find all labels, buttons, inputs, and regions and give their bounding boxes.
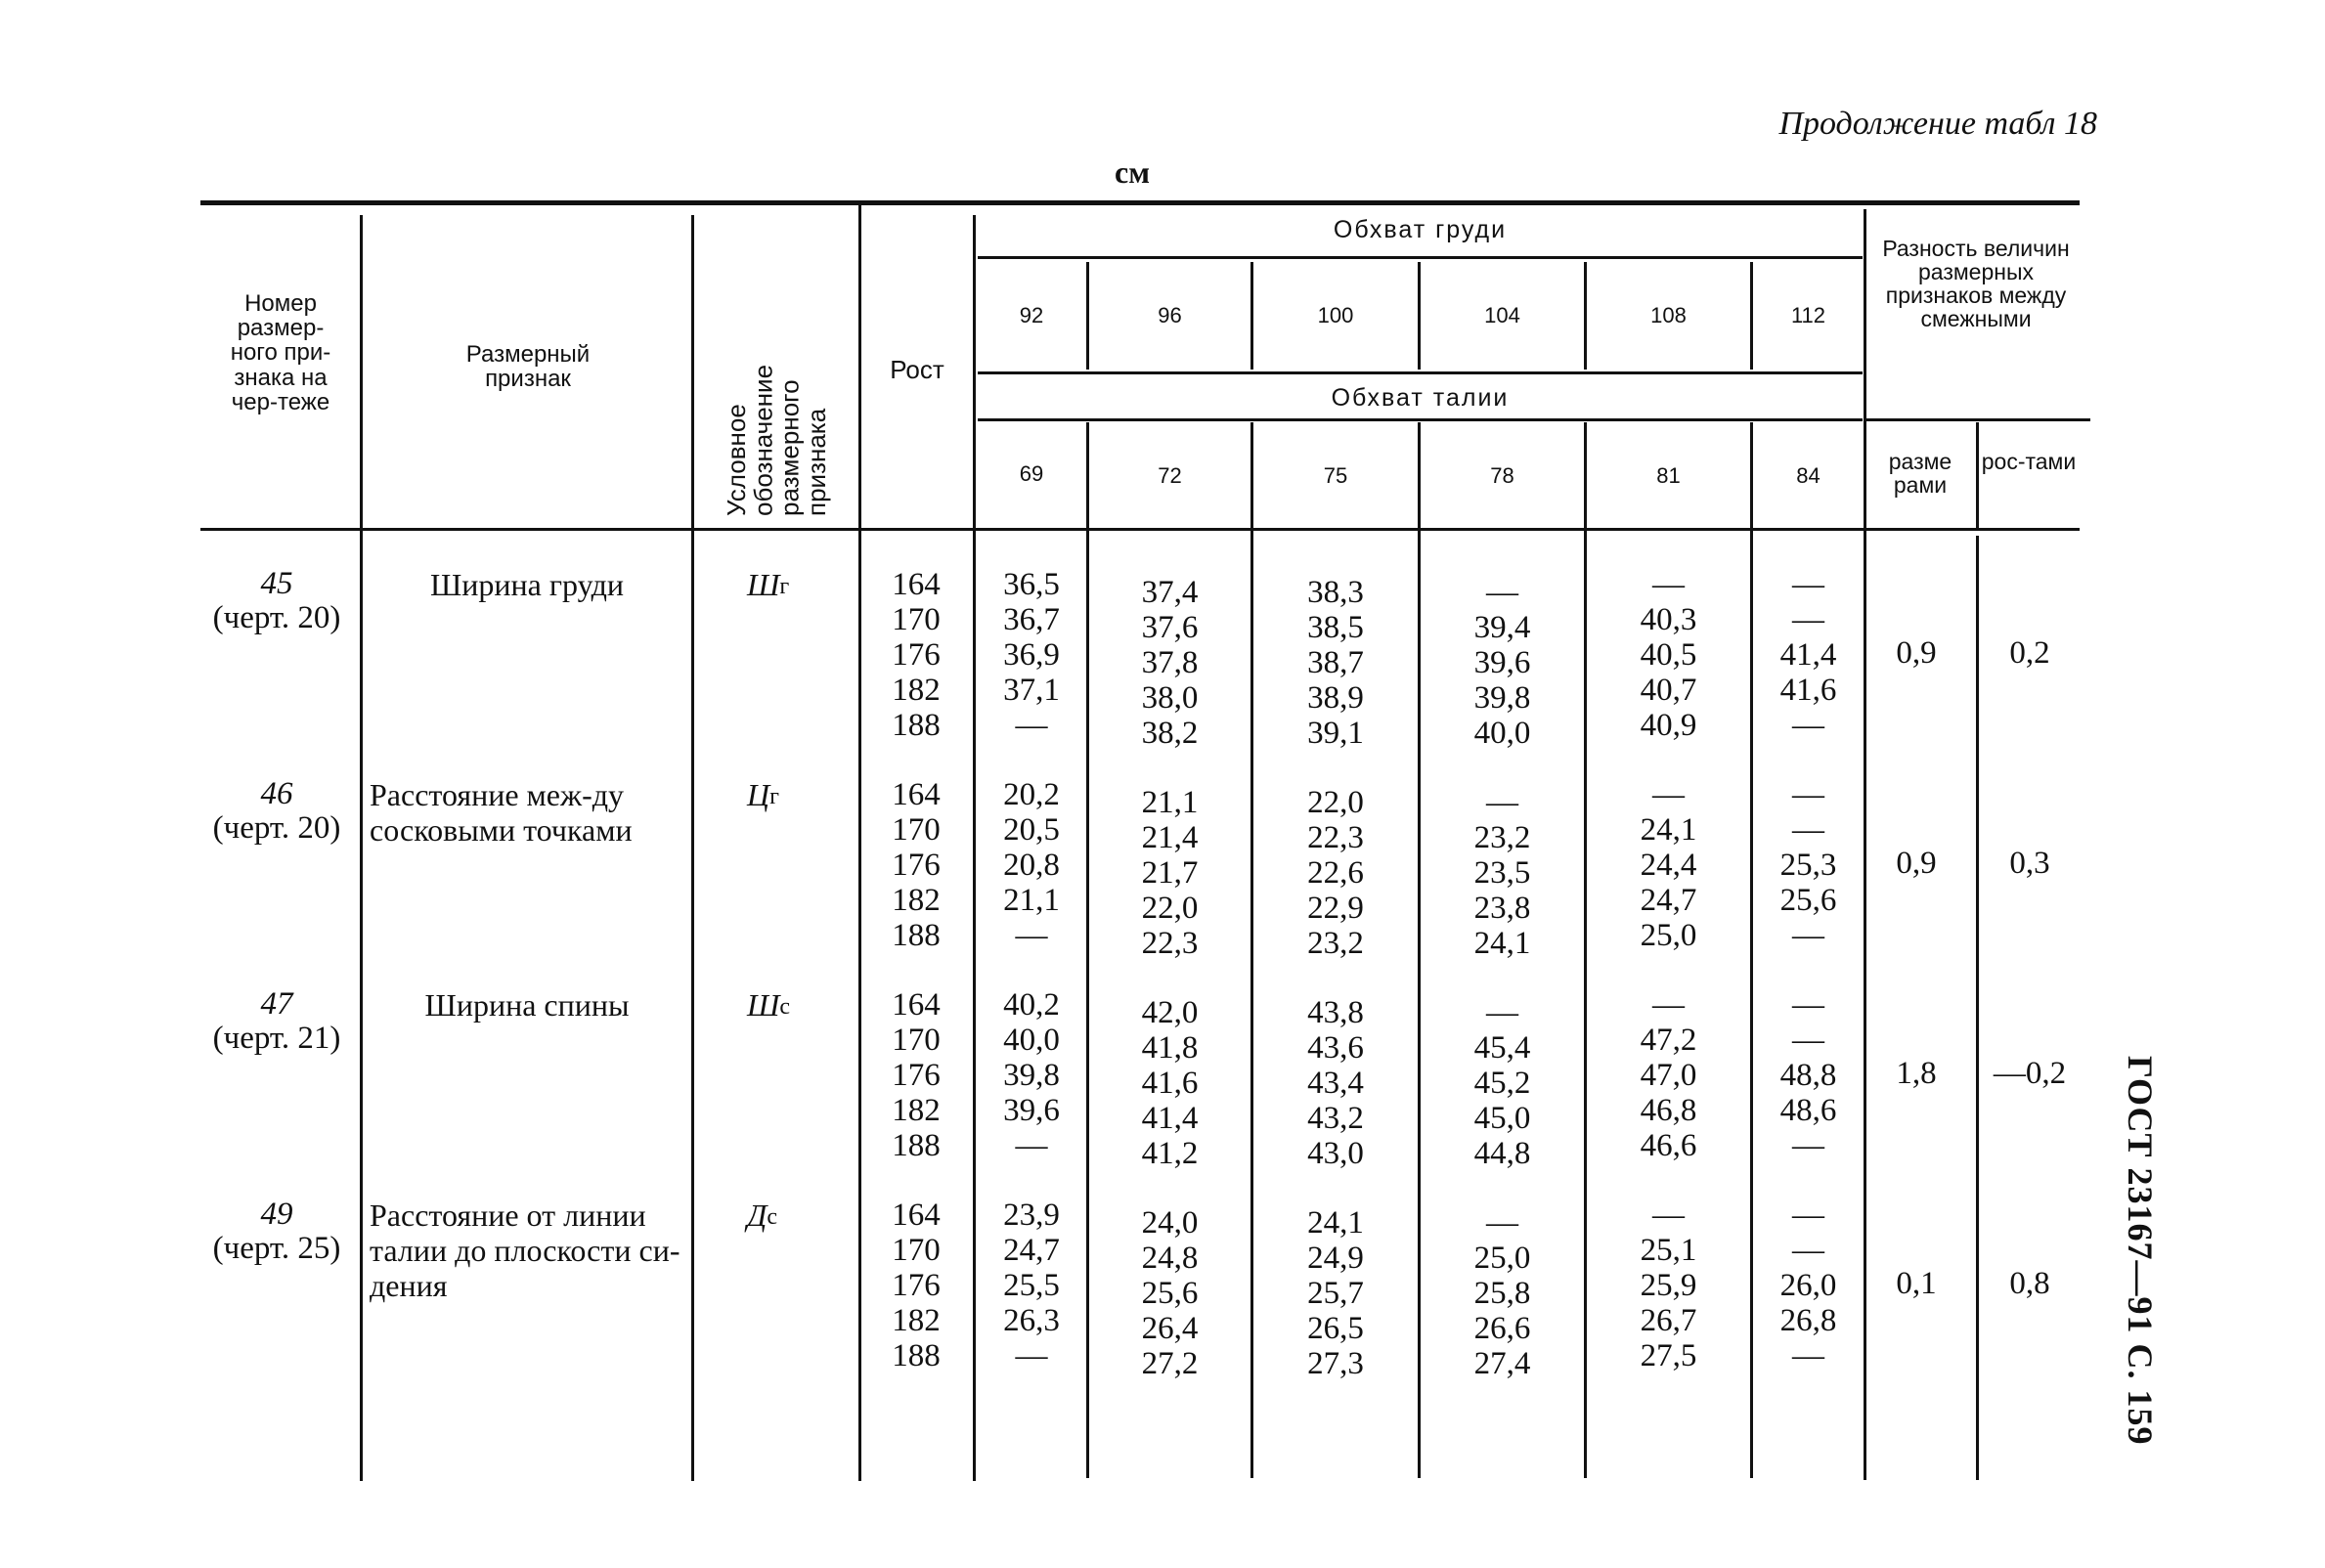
measurement-cell: 25,6 <box>1779 883 1837 918</box>
symbol-main: Ш <box>747 567 780 602</box>
measurement-column <box>1421 575 1584 751</box>
measurement-cell: 38,5 <box>1307 610 1364 645</box>
measurement-cell: 26,4 <box>1141 1311 1199 1346</box>
measurement-cell: — <box>1792 602 1824 637</box>
measurement-cell: — <box>1792 987 1824 1023</box>
attribute-symbol <box>747 567 789 603</box>
measurement-cell: 26,8 <box>1779 1303 1837 1338</box>
symbol-main: Ш <box>747 987 780 1023</box>
measurement-column <box>1089 575 1250 751</box>
measurement-cell: — <box>1486 995 1518 1030</box>
measurement-cell: 23,8 <box>1473 891 1531 926</box>
measurement-cell: 26,0 <box>1779 1268 1837 1303</box>
measurement-cell: 24,4 <box>1640 848 1697 883</box>
measurement-cell: 41,6 <box>1779 673 1837 708</box>
waist-size-84: 84 <box>1796 463 1821 488</box>
measurement-cell: 22,6 <box>1307 855 1364 891</box>
unit-label: см <box>1115 154 1150 190</box>
measurement-cell: 45,0 <box>1473 1101 1531 1136</box>
measurement-cell: — <box>1015 1338 1048 1373</box>
measurement-column <box>1253 575 1418 751</box>
attribute-number <box>196 1198 358 1265</box>
attribute-number <box>196 567 358 634</box>
measurement-cell: 40,9 <box>1640 708 1697 743</box>
header-bottom-rule <box>200 528 2080 531</box>
measurement-cell: 39,6 <box>1003 1093 1060 1128</box>
measurement-cell: 24,7 <box>1640 883 1697 918</box>
measurement-column <box>978 777 1085 953</box>
symbol-main: Д <box>747 1198 768 1233</box>
measurement-cell: — <box>1486 575 1518 610</box>
measurement-cell: 20,8 <box>1003 848 1060 883</box>
header-attribute: Размерный признак <box>465 341 591 393</box>
measurement-cell: — <box>1792 1198 1824 1233</box>
top-rule <box>200 200 2080 205</box>
measurement-cell: 41,4 <box>1141 1101 1199 1136</box>
measurement-cell: 23,2 <box>1473 820 1531 855</box>
measurement-cell: 38,2 <box>1141 716 1199 751</box>
measurement-cell: 41,2 <box>1141 1136 1199 1171</box>
measurement-cell: 36,5 <box>1003 567 1060 602</box>
diff-sizes-value: 0,1 <box>1896 1266 1937 1301</box>
measurement-cell: 37,6 <box>1141 610 1199 645</box>
measurement-cell: 40,0 <box>1003 1023 1060 1058</box>
height-value: 164 <box>892 1198 941 1233</box>
height-column <box>862 777 970 953</box>
measurement-cell: 25,0 <box>1640 918 1697 953</box>
measurement-cell: 39,6 <box>1473 645 1531 680</box>
measurement-column <box>1253 995 1418 1171</box>
measurement-cell: 48,6 <box>1779 1093 1837 1128</box>
measurement-column <box>1089 785 1250 961</box>
measurement-cell: 25,1 <box>1640 1233 1697 1268</box>
chest-size-96: 96 <box>1158 303 1182 327</box>
measurement-cell: 44,8 <box>1473 1136 1531 1171</box>
height-column <box>862 1198 970 1373</box>
measurement-column <box>1089 995 1250 1171</box>
header-symbol: Условное обозначение размерного признака <box>722 364 831 516</box>
measurement-cell: 37,4 <box>1141 575 1199 610</box>
diff-sizes-value: 0,9 <box>1896 635 1937 671</box>
attribute-number-value: 49 <box>260 1197 293 1232</box>
measurement-cell: — <box>1792 1338 1824 1373</box>
measurement-cell: 27,5 <box>1640 1338 1697 1373</box>
measurement-cell: 37,8 <box>1141 645 1199 680</box>
measurement-cell: — <box>1792 567 1824 602</box>
height-value: 182 <box>892 1093 941 1128</box>
attribute-symbol <box>747 777 779 813</box>
attribute-name: Расстояние меж-ду сосковыми точками <box>370 777 633 848</box>
measurement-cell: 48,8 <box>1779 1058 1837 1093</box>
attribute-name: Ширина груди <box>430 567 624 602</box>
measurement-cell: 23,5 <box>1473 855 1531 891</box>
symbol-main: Ц <box>747 777 770 812</box>
chest-title-rule <box>978 256 1863 259</box>
measurement-cell: 46,8 <box>1640 1093 1697 1128</box>
measurement-cell: 27,2 <box>1141 1346 1199 1381</box>
height-value: 188 <box>892 1338 941 1373</box>
header-difference: Разность величин размерных признаков между смежными <box>1882 236 2070 332</box>
measurement-cell: 22,0 <box>1141 891 1199 926</box>
chest-size-108: 108 <box>1650 303 1687 327</box>
measurement-column <box>1753 777 1864 953</box>
attribute-number-value: 45 <box>260 566 293 601</box>
diff-title-rule <box>1865 418 2090 421</box>
measurement-column <box>1753 987 1864 1163</box>
measurement-column <box>1587 987 1750 1163</box>
measurement-cell: 25,5 <box>1003 1268 1060 1303</box>
measurement-cell: 39,8 <box>1003 1058 1060 1093</box>
measurement-cell: 39,4 <box>1473 610 1531 645</box>
header-height: Рост <box>890 355 944 384</box>
measurement-cell: 25,0 <box>1473 1241 1531 1276</box>
diff-heights-value: 0,8 <box>2009 1266 2050 1301</box>
measurement-column <box>978 987 1085 1163</box>
measurement-cell: — <box>1792 918 1824 953</box>
diff-heights-value: 0,2 <box>2009 635 2050 671</box>
measurement-column <box>1753 567 1864 743</box>
measurement-cell: 25,7 <box>1307 1276 1364 1311</box>
waist-size-81: 81 <box>1656 463 1681 488</box>
measurement-cell: 40,0 <box>1473 716 1531 751</box>
measurement-cell: — <box>1792 777 1824 812</box>
measurement-cell: 46,6 <box>1640 1128 1697 1163</box>
col-divider <box>360 215 363 1481</box>
waist-size-69: 69 <box>1019 461 1044 486</box>
measurement-cell: 20,2 <box>1003 777 1060 812</box>
measurement-cell: 24,0 <box>1141 1205 1199 1241</box>
attribute-symbol <box>747 987 790 1024</box>
measurement-cell: 37,1 <box>1003 673 1060 708</box>
measurement-column <box>1753 1198 1864 1373</box>
header-symbol-cell <box>719 332 836 516</box>
measurement-cell: — <box>1652 567 1685 602</box>
diff-sizes-value: 0,9 <box>1896 846 1937 881</box>
standard-page-label: ГОСТ 23167—91 С. 159 <box>2121 1056 2160 1446</box>
measurement-cell: 41,8 <box>1141 1030 1199 1066</box>
measurement-cell: 22,0 <box>1307 785 1364 820</box>
header-waist-title: Обхват талии <box>1331 384 1510 412</box>
measurement-cell: — <box>1652 777 1685 812</box>
measurement-cell: 26,3 <box>1003 1303 1060 1338</box>
measurement-cell: 45,4 <box>1473 1030 1531 1066</box>
height-value: 188 <box>892 1128 941 1163</box>
measurement-cell: — <box>1792 708 1824 743</box>
measurement-cell: 21,1 <box>1003 883 1060 918</box>
measurement-cell: 21,7 <box>1141 855 1199 891</box>
height-value: 170 <box>892 1233 941 1268</box>
height-column <box>862 567 970 743</box>
measurement-cell: 38,3 <box>1307 575 1364 610</box>
waist-title-rule-top <box>978 371 1863 374</box>
measurement-cell: 24,1 <box>1473 926 1531 961</box>
measurement-cell: 36,9 <box>1003 637 1060 673</box>
measurement-cell: 41,4 <box>1779 637 1837 673</box>
header-diff-sizes: разме рами <box>1888 449 1952 499</box>
waist-size-75: 75 <box>1323 463 1348 488</box>
diff-heights-value: —0,2 <box>1993 1056 2067 1091</box>
height-value: 170 <box>892 812 941 848</box>
col-divider <box>1864 209 1866 1480</box>
drawing-reference: (черт. 20) <box>212 599 341 635</box>
measurement-cell: — <box>1015 1128 1048 1163</box>
height-value: 164 <box>892 567 941 602</box>
measurement-cell: 26,6 <box>1473 1311 1531 1346</box>
measurement-cell: 40,2 <box>1003 987 1060 1023</box>
measurement-cell: 47,2 <box>1640 1023 1697 1058</box>
height-value: 176 <box>892 1058 941 1093</box>
measurement-cell: — <box>1792 1233 1824 1268</box>
measurement-cell: 25,6 <box>1141 1276 1199 1311</box>
drawing-reference: (черт. 20) <box>212 809 341 846</box>
height-value: 170 <box>892 1023 941 1058</box>
symbol-subscript: г <box>779 574 790 599</box>
height-value: 164 <box>892 777 941 812</box>
header-number: Номер размер-ного при-знака на чер-теже <box>230 290 331 415</box>
chest-size-92: 92 <box>1019 303 1044 327</box>
height-value: 176 <box>892 637 941 673</box>
measurement-column <box>1587 1198 1750 1373</box>
measurement-cell: — <box>1792 1023 1824 1058</box>
measurement-cell: 38,7 <box>1307 645 1364 680</box>
waist-title-rule-bottom <box>978 418 1863 421</box>
measurement-cell: 23,2 <box>1307 926 1364 961</box>
measurement-cell: 20,5 <box>1003 812 1060 848</box>
measurement-cell: 24,1 <box>1640 812 1697 848</box>
table-continuation-caption: Продолжение табл 18 <box>1778 106 2097 142</box>
waist-size-78: 78 <box>1490 463 1514 488</box>
measurement-cell: 26,5 <box>1307 1311 1364 1346</box>
attribute-name: Ширина спины <box>424 987 630 1023</box>
measurement-cell: 24,7 <box>1003 1233 1060 1268</box>
measurement-cell: 43,8 <box>1307 995 1364 1030</box>
measurement-cell: 43,0 <box>1307 1136 1364 1171</box>
measurement-cell: — <box>1486 785 1518 820</box>
attribute-name: Расстояние от линии талии до плоскости си-дения <box>370 1198 680 1303</box>
measurement-cell: 27,3 <box>1307 1346 1364 1381</box>
diff-heights-value: 0,3 <box>2009 846 2050 881</box>
drawing-reference: (черт. 21) <box>212 1020 341 1056</box>
measurement-cell: 26,7 <box>1640 1303 1697 1338</box>
measurement-cell: — <box>1652 1198 1685 1233</box>
measurement-cell: — <box>1486 1205 1518 1241</box>
height-value: 176 <box>892 848 941 883</box>
measurement-cell: 24,1 <box>1307 1205 1364 1241</box>
measurement-cell: 21,4 <box>1141 820 1199 855</box>
measurement-column <box>1587 777 1750 953</box>
col-divider <box>691 215 694 1481</box>
measurement-cell: — <box>1792 1128 1824 1163</box>
measurement-column <box>1253 785 1418 961</box>
col-divider <box>973 215 976 1481</box>
attribute-symbol <box>747 1198 777 1234</box>
symbol-subscript: г <box>769 784 779 809</box>
measurement-cell: — <box>1015 918 1048 953</box>
measurement-cell: — <box>1015 708 1048 743</box>
measurement-cell: 42,0 <box>1141 995 1199 1030</box>
measurement-cell: 41,6 <box>1141 1066 1199 1101</box>
measurement-cell: 43,4 <box>1307 1066 1364 1101</box>
measurement-cell: 25,9 <box>1640 1268 1697 1303</box>
drawing-reference: (черт. 25) <box>212 1230 341 1266</box>
measurement-cell: 38,9 <box>1307 680 1364 716</box>
measurement-cell: — <box>1792 812 1824 848</box>
chest-size-100: 100 <box>1317 303 1354 327</box>
measurement-cell: 40,5 <box>1640 637 1697 673</box>
measurement-cell: 43,6 <box>1307 1030 1364 1066</box>
symbol-subscript: с <box>767 1204 778 1230</box>
height-value: 176 <box>892 1268 941 1303</box>
measurement-cell: 39,8 <box>1473 680 1531 716</box>
attribute-number <box>196 987 358 1055</box>
col-divider <box>1976 536 1979 1480</box>
height-value: 182 <box>892 883 941 918</box>
waist-size-72: 72 <box>1158 463 1182 488</box>
measurement-column <box>978 1198 1085 1373</box>
measurement-cell: 47,0 <box>1640 1058 1697 1093</box>
measurement-cell: 40,3 <box>1640 602 1697 637</box>
measurement-cell: 22,9 <box>1307 891 1364 926</box>
col-divider <box>1976 422 1979 528</box>
measurement-column <box>1421 1205 1584 1381</box>
measurement-column <box>1587 567 1750 743</box>
height-value: 182 <box>892 1303 941 1338</box>
height-value: 170 <box>892 602 941 637</box>
diff-sizes-value: 1,8 <box>1896 1056 1937 1091</box>
attribute-number-value: 46 <box>260 776 293 811</box>
measurement-column <box>1089 1205 1250 1381</box>
measurement-cell: 45,2 <box>1473 1066 1531 1101</box>
chest-size-104: 104 <box>1484 303 1520 327</box>
height-value: 188 <box>892 708 941 743</box>
measurement-cell: 36,7 <box>1003 602 1060 637</box>
chest-size-112: 112 <box>1790 303 1826 327</box>
measurement-cell: 22,3 <box>1307 820 1364 855</box>
measurement-cell: 40,7 <box>1640 673 1697 708</box>
header-diff-heights: рос-тами <box>1981 449 2077 474</box>
header-chest-title: Обхват груди <box>1333 216 1508 243</box>
measurement-cell: 38,0 <box>1141 680 1199 716</box>
measurement-cell: 23,9 <box>1003 1198 1060 1233</box>
height-value: 164 <box>892 987 941 1023</box>
measurement-cell: 21,1 <box>1141 785 1199 820</box>
height-value: 182 <box>892 673 941 708</box>
attribute-number-value: 47 <box>260 986 293 1022</box>
measurement-column <box>1421 995 1584 1171</box>
attribute-number <box>196 777 358 845</box>
measurement-cell: — <box>1652 987 1685 1023</box>
measurement-cell: 22,3 <box>1141 926 1199 961</box>
measurement-cell: 39,1 <box>1307 716 1364 751</box>
measurement-cell: 24,8 <box>1141 1241 1199 1276</box>
measurement-column <box>978 567 1085 743</box>
measurement-cell: 25,8 <box>1473 1276 1531 1311</box>
measurement-column <box>1421 785 1584 961</box>
height-value: 188 <box>892 918 941 953</box>
symbol-subscript: с <box>779 994 791 1020</box>
measurement-cell: 43,2 <box>1307 1101 1364 1136</box>
height-column <box>862 987 970 1163</box>
measurement-cell: 25,3 <box>1779 848 1837 883</box>
measurement-cell: 24,9 <box>1307 1241 1364 1276</box>
measurement-column <box>1253 1205 1418 1381</box>
measurement-cell: 27,4 <box>1473 1346 1531 1381</box>
col-divider <box>858 205 861 1481</box>
